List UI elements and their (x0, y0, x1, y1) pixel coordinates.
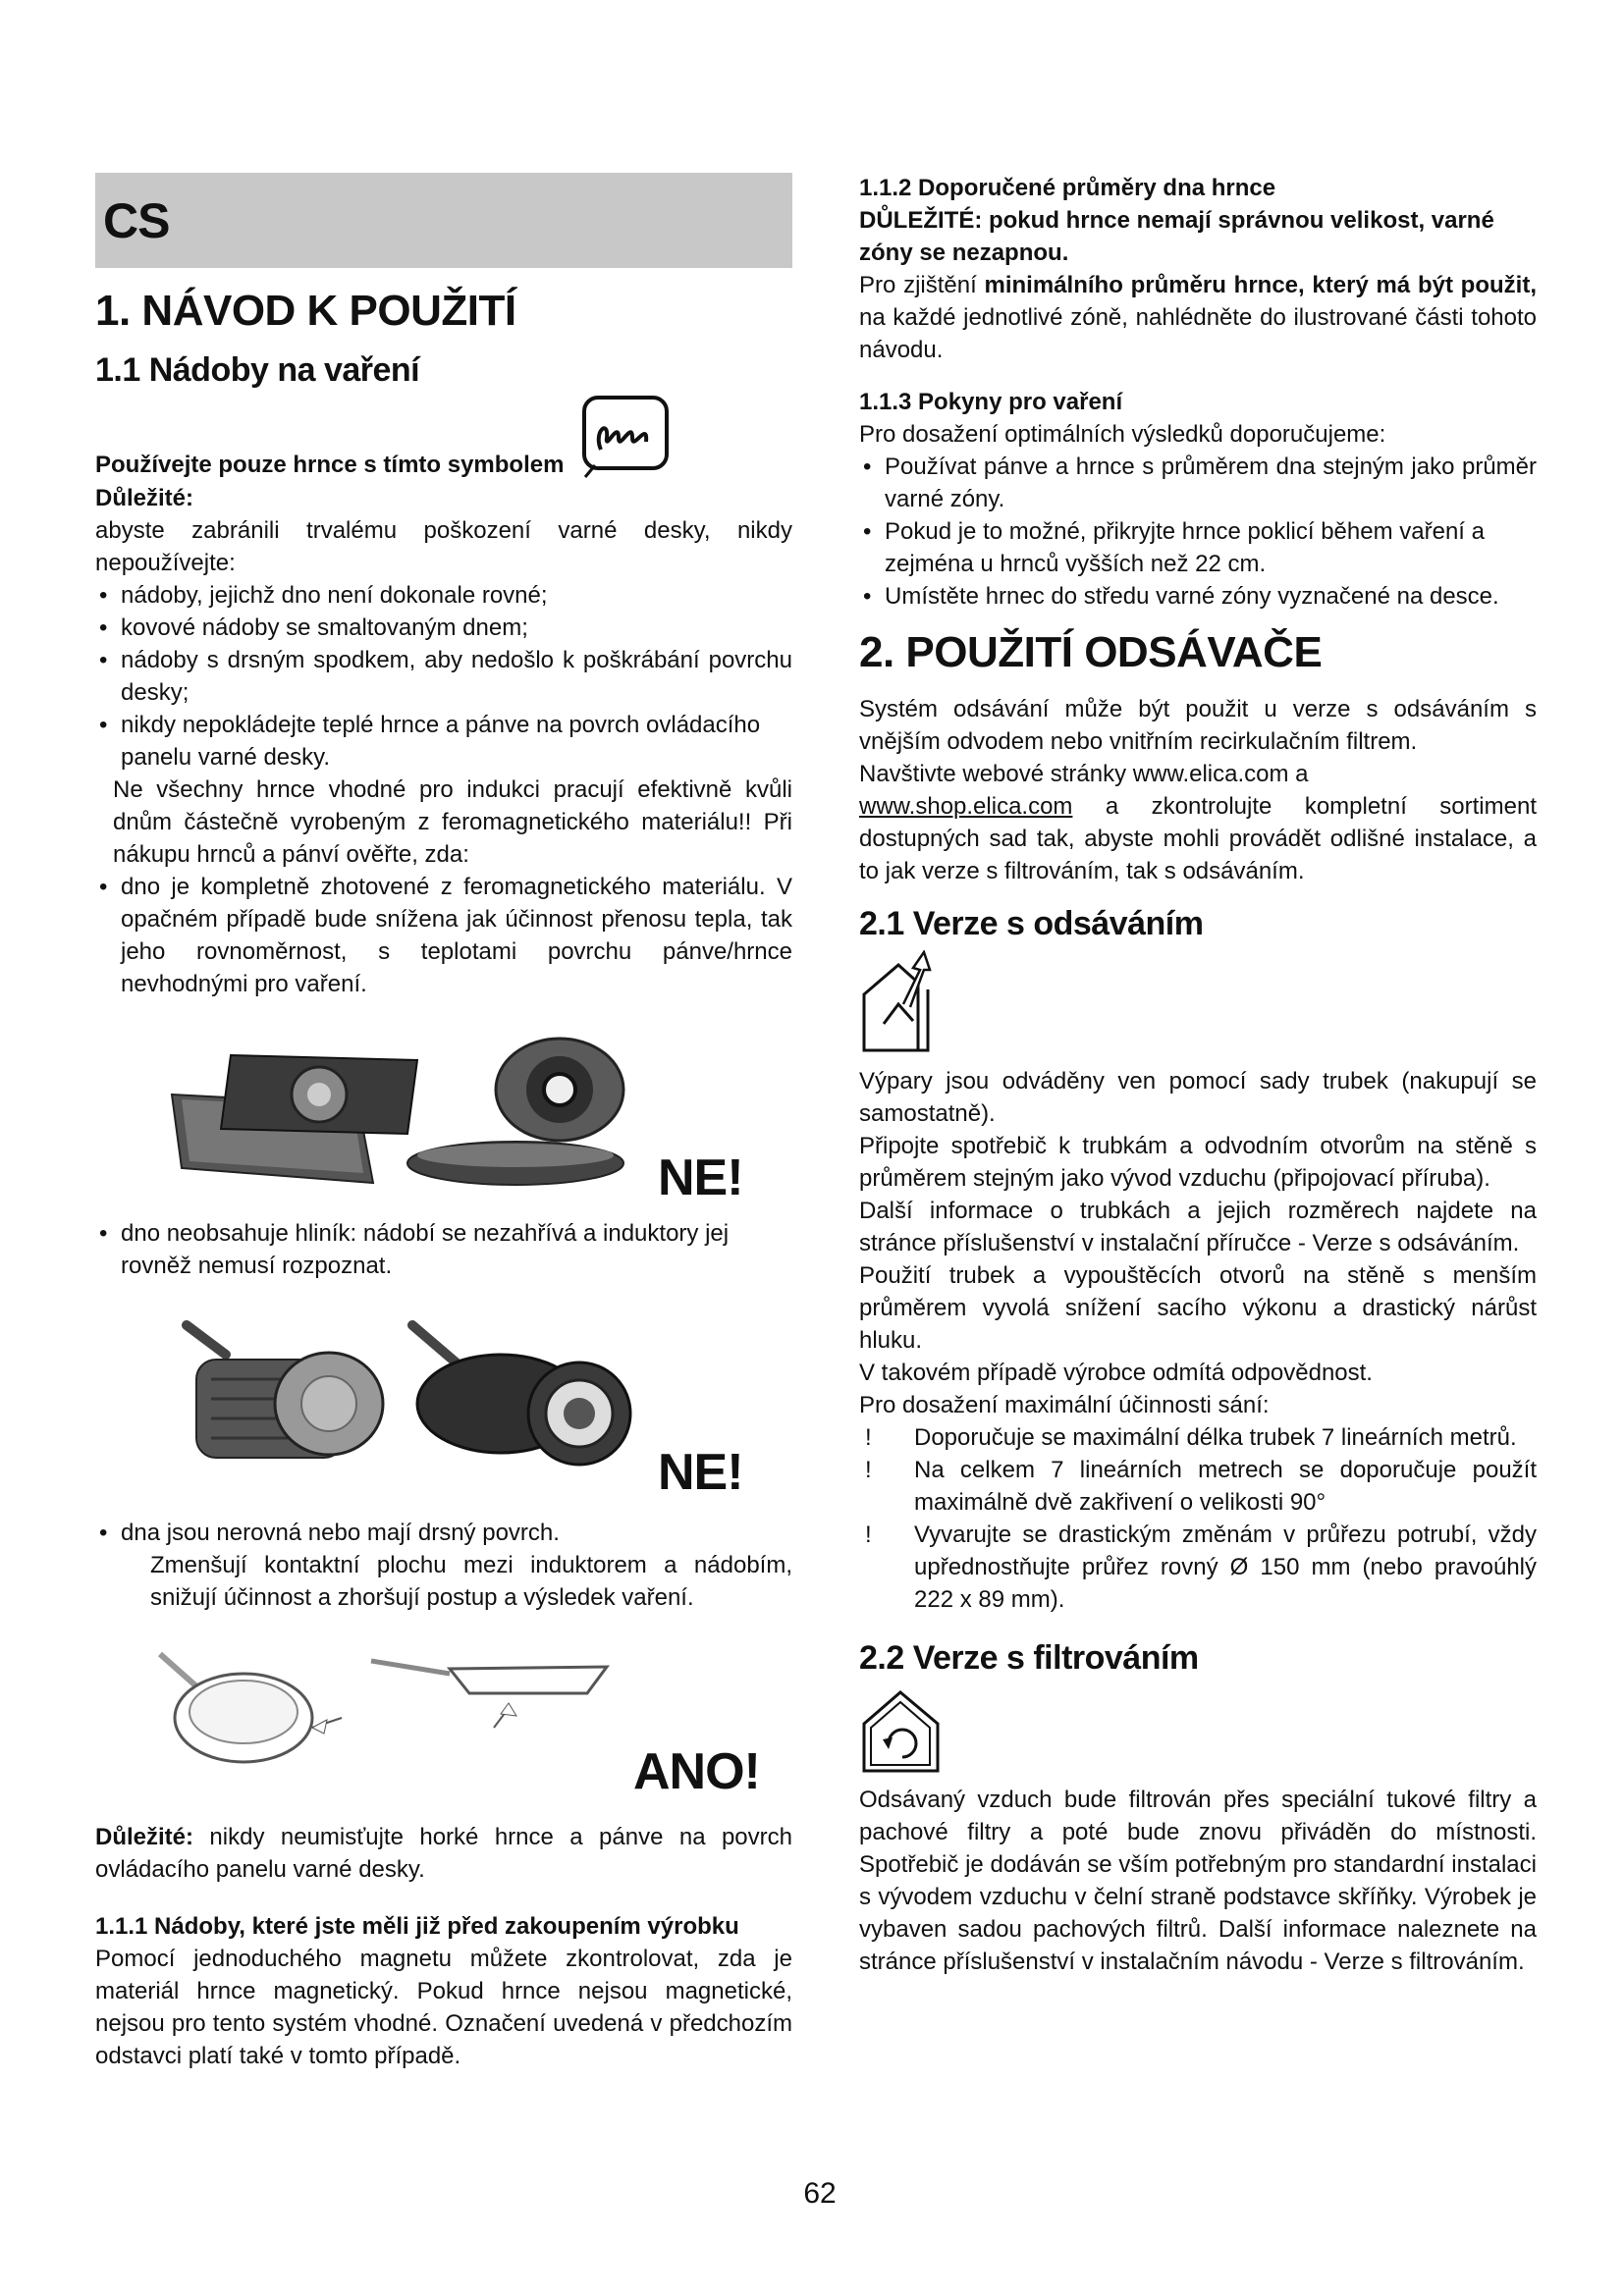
induction-text: Ne všechny hrnce vhodné pro indukci pracují efektivně kvůli dnům částečně vyrobeným z feromagnetického materiálu!! Při nákupu hrnců a pánví ověřte, zda: (113, 776, 792, 868)
warning-list (95, 579, 792, 774)
list-item: • dno je kompletně zhotovené z feromagnetického materiálu. V opačném případě bude snížena jak účinnost přenosu tepla, tak jeho rovnoměrnost, s teplotami povrchu pánve/hrnce nevhodnými pro vaření. (95, 871, 792, 1000)
no-label: NE! (658, 1149, 743, 1206)
yes-label: ANO! (633, 1743, 760, 1800)
list-item: • Umístěte hrnec do středu varné zóny vyznačené na desce. (859, 580, 1537, 613)
list-item: • nádoby, jejichž dno není dokonale rovné; (95, 579, 792, 612)
list-item: • Používat pánve a hrnce s průměrem dna stejným jako průměr varné zóny. (859, 451, 1537, 515)
list-item: • nádoby s drsným spodkem, aby nedošlo k poškrábání povrchu desky; (95, 644, 792, 709)
intro-text: abyste zabránili trvalému poškození varné desky, nikdy nepoužívejte: (95, 517, 792, 576)
section-2-1-text-e: V takovém případě výrobce odmítá odpovědnost. (859, 1360, 1373, 1386)
important-label: Důležité: (95, 485, 194, 511)
list-item: ! Vyvarujte se drastickým změnám v průřezu potrubí, vždy upřednostňujte průřez rovný Ø 150 mm (nebo pravoúhlý 222 x 89 mm). (859, 1519, 1537, 1616)
language-bar (95, 173, 792, 268)
ferro-list (95, 871, 792, 1000)
section-2-1-title: 2.1 Verze s odsáváním (859, 905, 1204, 942)
pan-bad-image-2 (167, 1306, 648, 1472)
section-2-title: 2. POUŽITÍ ODSÁVAČE (859, 628, 1323, 676)
section-1-1-2-important: DŮLEŽITÉ: pokud hrnce nemají správnou velikost, varné zóny se nezapnou. (859, 207, 1494, 266)
section-2-1-text-c: Další informace o trubkách a jejich rozměrech najdete na stránce příslušenství v instalační příručce - Verze s odsáváním. (859, 1198, 1537, 1256)
ducted-version-icon (859, 950, 947, 1053)
section-1-1-1-text: Pomocí jednoduchého magnetu můžete zkontrolovat, zda je materiál hrnce magnetický. Pokud hrnce nejsou magnetické, nejsou pro tento systém vhodné. Označení uvedená v předchozím odstavci platí také v tomto případě. (95, 1946, 792, 2069)
symbol-line: Používejte pouze hrnce s tímto symbolem (95, 452, 565, 478)
no-label-2: NE! (658, 1444, 743, 1501)
section-2-1-text-a: Výpary jsou odváděny ven pomocí sady trubek (nakupují se samostatně). (859, 1068, 1537, 1127)
pan-good-image (155, 1649, 617, 1777)
language-code: CS (103, 193, 170, 248)
section-2-1-text-b: Připojte spotřebič k trubkám a odvodním otvorům na stěně s průměrem stejným jako vývod vzduchu (připojovací příruba). (859, 1133, 1537, 1192)
section-2-2-title: 2.2 Verze s filtrováním (859, 1639, 1199, 1677)
important-2: Důležité: nikdy neumisťujte horké hrnce a pánve na povrch ovládacího panelu varné desky. (95, 1824, 792, 1883)
recommendations-list (859, 1421, 1537, 1616)
uneven-text: Zmenšují kontaktní plochu mezi induktorem a nádobím, snižují účinnost a zhoršují postup a výsledek vaření. (150, 1552, 792, 1611)
list-item: ! Na celkem 7 lineárních metrech se doporučuje použít maximálně dvě zakřivení o velikosti 90° (859, 1454, 1537, 1519)
section-1-1-title: 1.1 Nádoby na vaření (95, 351, 420, 389)
list-item: • nikdy nepokládejte teplé hrnce a pánve na povrch ovládacího panelu varné desky. (95, 709, 792, 774)
section-1-title: 1. NÁVOD K POUŽITÍ (95, 287, 516, 335)
section-2-1-text-f: Pro dosažení maximální účinnosti sání: (859, 1392, 1270, 1418)
section-1-1-2-text: Pro zjištění minimálního průměru hrnce, který má být použit, na každé jednotlivé zóně, nahlédněte do ilustrované části tohoto návodu. (859, 272, 1537, 363)
induction-symbol-icon (579, 393, 674, 481)
cooking-tips-list (859, 451, 1537, 613)
section-2-text-a: Systém odsávání může být použit u verze s odsáváním s vnějším odvodem nebo vnitřním recirkulačním filtrem. (859, 696, 1537, 755)
shop-link[interactable]: www.shop.elica.com (859, 793, 1073, 820)
section-2-2-text: Odsávaný vzduch bude filtrován přes speciální tukové filtry a pachové filtry a poté bude znovu přiváděn do místnosti. Spotřebič je dodáván se vším potřebným pro standardní instalaci s vývodem vzduchu v čelní straně podstavce skříňky. Výrobek je vybaven sadou pachových filtrů. Další informace naleznete na stránce příslušenství v instalačním návodu - Verze s filtrováním. (859, 1787, 1537, 1975)
pan-bad-image-1 (162, 1036, 653, 1202)
section-2-text-c: www.shop.elica.com a zkontrolujte kompletní sortiment dostupných sad tak, abyste mohli provádět odlišné instalace, a to jak verze s filtrováním, tak s odsáváním. (859, 793, 1537, 884)
list-item: • dna jsou nerovná nebo mají drsný povrch. (95, 1517, 792, 1549)
list-item: • kovové nádoby se smaltovaným dnem; (95, 612, 792, 644)
section-2-text-b: Navštivte webové stránky www.elica.com a (859, 761, 1309, 787)
section-1-1-2-title: 1.1.2 Doporučené průměry dna hrnce (859, 175, 1276, 201)
section-2-1-text-d: Použití trubek a vypouštěcích otvorů na stěně s menším průměrem vyvolá snížení sacího výkonu a drastický nárůst hluku. (859, 1262, 1537, 1354)
list-item: • dno neobsahuje hliník: nádobí se nezahřívá a induktory jej rovněž nemusí rozpoznat. (95, 1217, 773, 1282)
section-1-1-3-text: Pro dosažení optimálních výsledků doporučujeme: (859, 421, 1386, 448)
page-number: 62 (803, 2177, 837, 2210)
section-1-1-3-title: 1.1.3 Pokyny pro vaření (859, 389, 1123, 415)
list-item: • Pokud je to možné, přikryjte hrnce poklicí během vaření a zejména u hrnců vyšších než 22 cm. (859, 515, 1537, 580)
filter-version-icon (859, 1686, 944, 1775)
list-item: ! Doporučuje se maximální délka trubek 7 lineárních metrů. (859, 1421, 1537, 1454)
section-1-1-1-title: 1.1.1 Nádoby, které jste měli již před zakoupením výrobku (95, 1913, 739, 1940)
